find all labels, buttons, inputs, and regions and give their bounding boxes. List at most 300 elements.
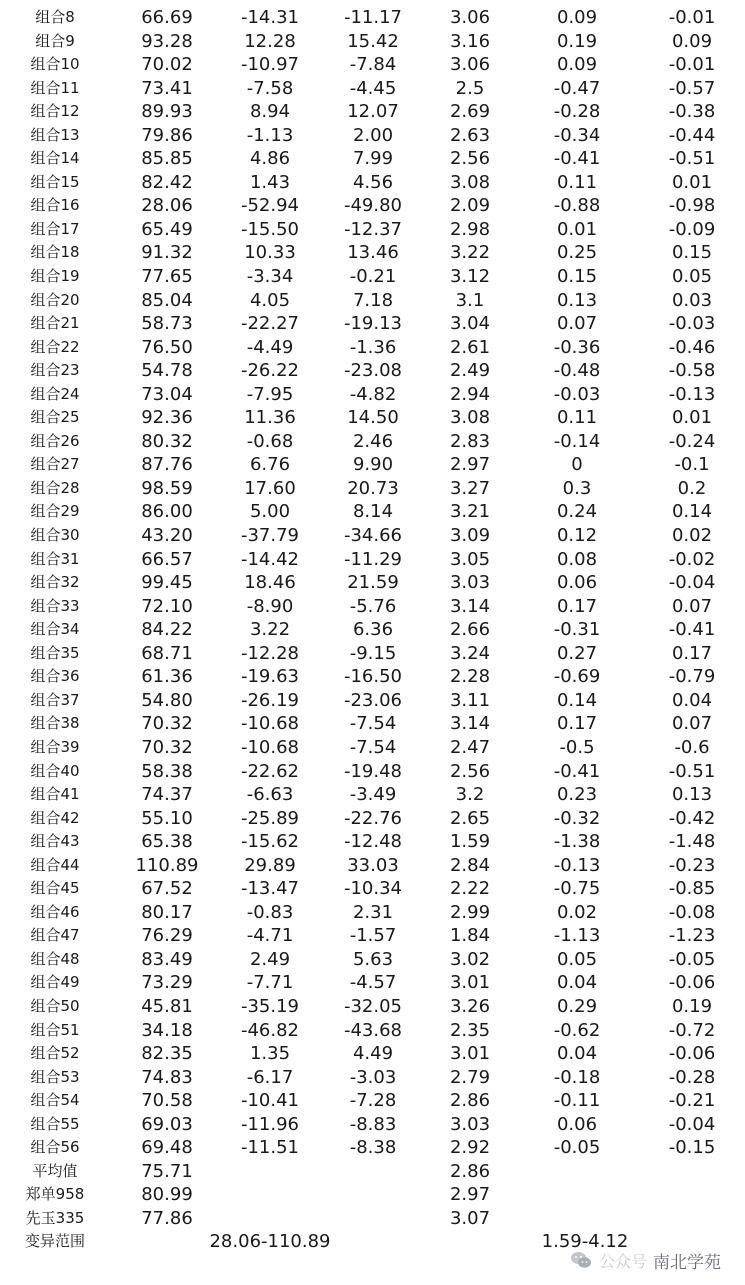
table-cell: 0.01 — [671, 407, 713, 429]
table-cell: -13.47 — [240, 878, 300, 900]
row-label: 组合8 — [35, 8, 75, 26]
table-cell: 3.22 — [249, 619, 291, 641]
table-row — [0, 1019, 745, 1043]
table-cell: -19.48 — [343, 760, 403, 782]
table-cell: 43.20 — [141, 525, 193, 547]
watermark — [569, 1245, 721, 1275]
table-cell: 2.46 — [352, 430, 394, 452]
table-cell: -15.62 — [240, 831, 300, 853]
table-cell: -0.06 — [668, 972, 716, 994]
table-row — [0, 595, 745, 619]
table-row — [0, 830, 745, 854]
table-cell: -1.48 — [668, 831, 716, 853]
table-cell: 0.08 — [556, 548, 598, 570]
summary-label: 先玉335 — [25, 1208, 85, 1227]
table-row — [0, 854, 745, 878]
table-cell: -52.94 — [240, 195, 300, 217]
table-cell: -7.71 — [246, 972, 294, 994]
table-cell: 2.61 — [449, 336, 491, 358]
table-cell: 2.5 — [455, 77, 485, 99]
table-cell: -11.51 — [240, 1137, 300, 1159]
table-cell: -0.47 — [553, 77, 601, 99]
table-cell: 93.28 — [141, 30, 193, 52]
table-cell: 2.92 — [449, 1137, 491, 1159]
table-cell: 67.52 — [141, 878, 193, 900]
table-cell: 70.02 — [141, 54, 193, 76]
summary-value: 2.97 — [449, 1184, 491, 1206]
row-label: 组合28 — [30, 478, 80, 497]
table-cell: 2.97 — [449, 454, 491, 476]
table-cell: -4.82 — [349, 383, 397, 405]
table-cell: -10.68 — [240, 736, 300, 758]
table-row — [0, 53, 745, 77]
summary-label: 平均值 — [32, 1161, 78, 1180]
row-label: 组合35 — [30, 643, 80, 662]
table-cell: -23.06 — [343, 689, 403, 711]
table-cell: 0.05 — [556, 948, 598, 970]
table-cell: -14.31 — [240, 7, 300, 28]
table-cell: -0.75 — [553, 878, 601, 900]
table-cell: -16.50 — [343, 666, 403, 688]
table-cell: 0.13 — [671, 784, 713, 806]
row-label: 组合48 — [30, 949, 80, 968]
wechat-icon — [569, 1248, 593, 1272]
table-cell: -22.62 — [240, 760, 300, 782]
row-label: 组合36 — [30, 667, 80, 686]
table-row — [0, 689, 745, 713]
table-cell: -7.54 — [349, 736, 397, 758]
table-cell: -4.45 — [349, 77, 397, 99]
table-cell: -0.1 — [674, 454, 710, 476]
row-label: 组合24 — [30, 384, 80, 403]
table-cell: -0.68 — [246, 430, 294, 452]
table-cell: 98.59 — [141, 477, 193, 499]
table-cell: -7.95 — [246, 383, 294, 405]
table-row — [0, 995, 745, 1019]
table-cell: 0.04 — [556, 1043, 598, 1065]
table-cell: -0.83 — [246, 901, 294, 923]
table-cell: -0.04 — [668, 1113, 716, 1135]
table-cell: -0.34 — [553, 124, 601, 146]
range-label: 变异范围 — [24, 1232, 85, 1251]
table-cell: 2.69 — [449, 101, 491, 123]
row-label: 组合56 — [30, 1138, 80, 1157]
table-cell: 3.16 — [449, 30, 491, 52]
table-cell: -0.98 — [668, 195, 716, 217]
table-row — [0, 500, 745, 524]
table-row — [0, 30, 745, 54]
table-cell: 0.17 — [671, 642, 713, 664]
table-row — [0, 171, 745, 195]
table-cell: 0.09 — [671, 30, 713, 52]
table-cell: 3.03 — [449, 572, 491, 594]
table-cell: -22.27 — [240, 313, 300, 335]
table-row — [0, 383, 745, 407]
row-label: 组合32 — [30, 573, 80, 592]
table-cell: 20.73 — [347, 477, 399, 499]
table-row — [0, 783, 745, 807]
table-cell: -0.42 — [668, 807, 716, 829]
table-row — [0, 1066, 745, 1090]
table-row — [0, 924, 745, 948]
table-row — [0, 712, 745, 736]
table-cell: -0.46 — [668, 336, 716, 358]
table-cell: 3.11 — [449, 689, 491, 711]
table-cell: 3.09 — [449, 525, 491, 547]
table-cell: 0.2 — [677, 477, 707, 499]
table-cell: 91.32 — [141, 242, 193, 264]
table-cell: 0.14 — [671, 501, 713, 523]
table-cell: 2.66 — [449, 619, 491, 641]
table-row — [0, 336, 745, 360]
table-cell: 2.56 — [449, 148, 491, 170]
row-label: 组合26 — [30, 431, 80, 450]
table-cell: -1.38 — [553, 831, 601, 853]
table-cell: -19.63 — [240, 666, 300, 688]
table-cell: -0.41 — [553, 760, 601, 782]
table-cell: 0.3 — [562, 477, 592, 499]
table-cell: 0.04 — [671, 689, 713, 711]
table-cell: -0.05 — [553, 1137, 601, 1159]
table-cell: 2.28 — [449, 666, 491, 688]
table-cell: 4.49 — [352, 1043, 394, 1065]
table-cell: 3.06 — [449, 54, 491, 76]
table-cell: -3.49 — [349, 784, 397, 806]
table-cell: -0.28 — [668, 1066, 716, 1088]
row-label: 组合16 — [30, 196, 80, 215]
table-row — [0, 312, 745, 336]
table-cell: -15.50 — [240, 218, 300, 240]
table-cell: -37.79 — [240, 525, 300, 547]
table-cell: 2.09 — [449, 195, 491, 217]
table-cell: -26.22 — [240, 360, 300, 382]
table-cell: 3.14 — [449, 595, 491, 617]
table-cell: -0.08 — [668, 901, 716, 923]
table-cell: -0.14 — [553, 430, 601, 452]
table-cell: -0.15 — [668, 1137, 716, 1159]
row-label: 组合49 — [30, 973, 80, 992]
table-cell: -6.17 — [246, 1066, 294, 1088]
table-cell: -35.19 — [240, 995, 300, 1017]
table-cell: -0.51 — [668, 148, 716, 170]
table-cell: 2.65 — [449, 807, 491, 829]
table-cell: -0.44 — [668, 124, 716, 146]
table-cell: -0.72 — [668, 1019, 716, 1041]
table-cell: -0.36 — [553, 336, 601, 358]
table-cell: -23.08 — [343, 360, 403, 382]
row-label: 组合46 — [30, 902, 80, 921]
table-cell: 0.11 — [556, 407, 598, 429]
table-cell: -0.06 — [668, 1043, 716, 1065]
table-cell: 12.28 — [244, 30, 296, 52]
row-label: 组合39 — [30, 737, 80, 756]
table-row — [0, 265, 745, 289]
table-cell: -0.79 — [668, 666, 716, 688]
table-cell: 54.80 — [141, 689, 193, 711]
table-row — [0, 1042, 745, 1066]
table-cell: 3.03 — [449, 1113, 491, 1135]
table-cell: 3.26 — [449, 995, 491, 1017]
table-cell: 45.81 — [141, 995, 193, 1017]
table-row — [0, 665, 745, 689]
table-cell: 65.49 — [141, 218, 193, 240]
summary-row — [0, 1160, 745, 1184]
table-cell: -0.18 — [553, 1066, 601, 1088]
table-cell: -32.05 — [343, 995, 403, 1017]
table-cell: 66.69 — [141, 7, 193, 28]
table-cell: 69.03 — [141, 1113, 193, 1135]
summary-value: 3.07 — [449, 1207, 491, 1229]
table-cell: -12.37 — [343, 218, 403, 240]
table-cell: 2.31 — [352, 901, 394, 923]
table-cell: 0.02 — [671, 525, 713, 547]
table-cell: 2.79 — [449, 1066, 491, 1088]
table-cell: -0.28 — [553, 101, 601, 123]
table-cell: 0.07 — [671, 713, 713, 735]
table-row — [0, 736, 745, 760]
table-cell: 85.85 — [141, 148, 193, 170]
table-cell: 1.35 — [249, 1043, 291, 1065]
table-row — [0, 760, 745, 784]
table-cell: 8.94 — [249, 101, 291, 123]
table-cell: 0.29 — [556, 995, 598, 1017]
table-cell: -8.90 — [246, 595, 294, 617]
row-label: 组合43 — [30, 832, 80, 851]
table-cell: 77.65 — [141, 266, 193, 288]
watermark-name: 南北学苑 — [653, 1252, 721, 1273]
table-cell: 0.03 — [671, 289, 713, 311]
table-cell: -0.21 — [668, 1090, 716, 1112]
row-label: 组合50 — [30, 996, 80, 1015]
row-label: 组合21 — [30, 314, 80, 333]
table-cell: 76.50 — [141, 336, 193, 358]
table-cell: 3.02 — [449, 948, 491, 970]
row-label: 组合14 — [30, 149, 80, 168]
table-cell: 14.50 — [347, 407, 399, 429]
table-cell: -1.36 — [349, 336, 397, 358]
table-cell: 0.07 — [556, 313, 598, 335]
table-cell: 0 — [571, 454, 583, 476]
table-cell: -11.29 — [343, 548, 403, 570]
table-cell: -0.01 — [668, 54, 716, 76]
row-label: 组合52 — [30, 1044, 80, 1063]
table-cell: 6.36 — [352, 619, 394, 641]
table-cell: 3.05 — [449, 548, 491, 570]
table-cell: 0.25 — [556, 242, 598, 264]
table-cell: -1.57 — [349, 925, 397, 947]
table-cell: -0.88 — [553, 195, 601, 217]
row-label: 组合53 — [30, 1067, 80, 1086]
table-cell: 99.45 — [141, 572, 193, 594]
table-cell: 110.89 — [135, 854, 199, 876]
table-cell: 2.94 — [449, 383, 491, 405]
table-cell: 9.90 — [352, 454, 394, 476]
table-cell: 0.04 — [556, 972, 598, 994]
table-cell: 0.27 — [556, 642, 598, 664]
summary-value: 77.86 — [141, 1207, 193, 1229]
table-cell: 70.32 — [141, 736, 193, 758]
table-cell: 0.09 — [556, 54, 598, 76]
table-cell: 3.22 — [449, 242, 491, 264]
row-label: 组合29 — [30, 502, 80, 521]
table-cell: -0.69 — [553, 666, 601, 688]
table-cell: 65.38 — [141, 831, 193, 853]
table-cell: 13.46 — [347, 242, 399, 264]
table-cell: 3.04 — [449, 313, 491, 335]
row-label: 组合19 — [30, 267, 80, 286]
table-cell: 87.76 — [141, 454, 193, 476]
table-row — [0, 948, 745, 972]
table-cell: 7.99 — [352, 148, 394, 170]
table-cell: 10.33 — [244, 242, 296, 264]
watermark-label: 公众号 — [598, 1251, 647, 1271]
table-cell: -0.85 — [668, 878, 716, 900]
table-cell: 0.24 — [556, 501, 598, 523]
table-cell: 61.36 — [141, 666, 193, 688]
table-cell: -0.13 — [668, 383, 716, 405]
row-label: 组合42 — [30, 808, 80, 827]
table-cell: 54.78 — [141, 360, 193, 382]
table-cell: 82.42 — [141, 171, 193, 193]
table-cell: 0.15 — [556, 266, 598, 288]
table-cell: 0.19 — [671, 995, 713, 1017]
table-cell: 82.35 — [141, 1043, 193, 1065]
row-label: 组合12 — [30, 102, 80, 121]
table-row — [0, 194, 745, 218]
table-cell: 28.06 — [141, 195, 193, 217]
table-cell: 12.07 — [347, 101, 399, 123]
table-cell: 73.04 — [141, 383, 193, 405]
row-label: 组合9 — [35, 31, 75, 50]
table-row — [0, 1113, 745, 1137]
table-cell: 0.13 — [556, 289, 598, 311]
table-cell: 3.08 — [449, 171, 491, 193]
table-row — [0, 100, 745, 124]
summary-value: 75.71 — [141, 1160, 193, 1182]
table-cell: -0.23 — [668, 854, 716, 876]
row-label: 组合34 — [30, 620, 80, 639]
row-label: 组合27 — [30, 455, 80, 474]
table-cell: 3.06 — [449, 7, 491, 28]
table-cell: -12.48 — [343, 831, 403, 853]
table-cell: 5.63 — [352, 948, 394, 970]
table-cell: 2.99 — [449, 901, 491, 923]
row-label: 组合23 — [30, 361, 80, 380]
table-row — [0, 618, 745, 642]
table-cell: 3.27 — [449, 477, 491, 499]
table-cell: 73.29 — [141, 972, 193, 994]
table-row — [0, 877, 745, 901]
table-cell: -10.68 — [240, 713, 300, 735]
table-cell: 0.02 — [556, 901, 598, 923]
table-cell: -0.38 — [668, 101, 716, 123]
table-cell: 76.29 — [141, 925, 193, 947]
table-cell: 2.49 — [249, 948, 291, 970]
table-cell: 58.38 — [141, 760, 193, 782]
table-row — [0, 971, 745, 995]
table-cell: 84.22 — [141, 619, 193, 641]
table-cell: -0.04 — [668, 572, 716, 594]
table-cell: 74.37 — [141, 784, 193, 806]
table-cell: -1.13 — [553, 925, 601, 947]
row-label: 组合17 — [30, 219, 80, 238]
table-cell: -7.58 — [246, 77, 294, 99]
table-cell: -46.82 — [240, 1019, 300, 1041]
summary-row — [0, 1183, 745, 1207]
table-cell: 86.00 — [141, 501, 193, 523]
table-cell: -5.76 — [349, 595, 397, 617]
table-cell: -0.11 — [553, 1090, 601, 1112]
table-row — [0, 359, 745, 383]
table-row — [0, 571, 745, 595]
table-cell: 3.01 — [449, 1043, 491, 1065]
table-cell: -11.96 — [240, 1113, 300, 1135]
summary-row — [0, 1207, 745, 1231]
table-cell: 2.22 — [449, 878, 491, 900]
table-cell: 92.36 — [141, 407, 193, 429]
row-label: 组合44 — [30, 855, 80, 874]
table-cell: -8.38 — [349, 1137, 397, 1159]
summary-label: 郑单958 — [25, 1185, 85, 1204]
table-row — [0, 77, 745, 101]
table-cell: 0.15 — [671, 242, 713, 264]
table-cell: 2.98 — [449, 218, 491, 240]
table-row — [0, 1136, 745, 1160]
table-cell: 4.56 — [352, 171, 394, 193]
table-cell: -0.41 — [668, 619, 716, 641]
table-cell: 6.76 — [249, 454, 291, 476]
table-cell: 0.12 — [556, 525, 598, 547]
table-cell: 0.09 — [556, 7, 598, 28]
table-cell: -0.32 — [553, 807, 601, 829]
data-table — [0, 6, 745, 1254]
table-cell: 11.36 — [244, 407, 296, 429]
table-cell: -0.13 — [553, 854, 601, 876]
table-row — [0, 1089, 745, 1113]
table-row — [0, 218, 745, 242]
table-cell: -0.6 — [674, 736, 710, 758]
table-cell: -11.17 — [343, 7, 403, 28]
table-cell: 2.47 — [449, 736, 491, 758]
table-cell: -0.01 — [668, 7, 716, 28]
table-cell: 0.07 — [671, 595, 713, 617]
table-cell: 2.56 — [449, 760, 491, 782]
row-label: 组合40 — [30, 761, 80, 780]
table-cell: 0.19 — [556, 30, 598, 52]
table-cell: -0.41 — [553, 148, 601, 170]
row-label: 组合15 — [30, 172, 80, 191]
table-cell: -7.28 — [349, 1090, 397, 1112]
table-row — [0, 524, 745, 548]
table-cell: 0.01 — [556, 218, 598, 240]
table-cell: -0.09 — [668, 218, 716, 240]
table-cell: -7.54 — [349, 713, 397, 735]
row-label: 组合11 — [30, 78, 80, 97]
table-cell: -0.24 — [668, 430, 716, 452]
table-cell: 80.17 — [141, 901, 193, 923]
table-cell: 2.86 — [449, 1090, 491, 1112]
table-cell: -0.02 — [668, 548, 716, 570]
table-cell: -10.34 — [343, 878, 403, 900]
table-cell: -4.57 — [349, 972, 397, 994]
table-cell: -6.63 — [246, 784, 294, 806]
row-label: 组合55 — [30, 1114, 80, 1133]
table-cell: 3.2 — [455, 784, 485, 806]
table-cell: 3.1 — [455, 289, 485, 311]
row-label: 组合33 — [30, 596, 80, 615]
table-cell: -22.76 — [343, 807, 403, 829]
table-cell: -0.5 — [559, 736, 595, 758]
